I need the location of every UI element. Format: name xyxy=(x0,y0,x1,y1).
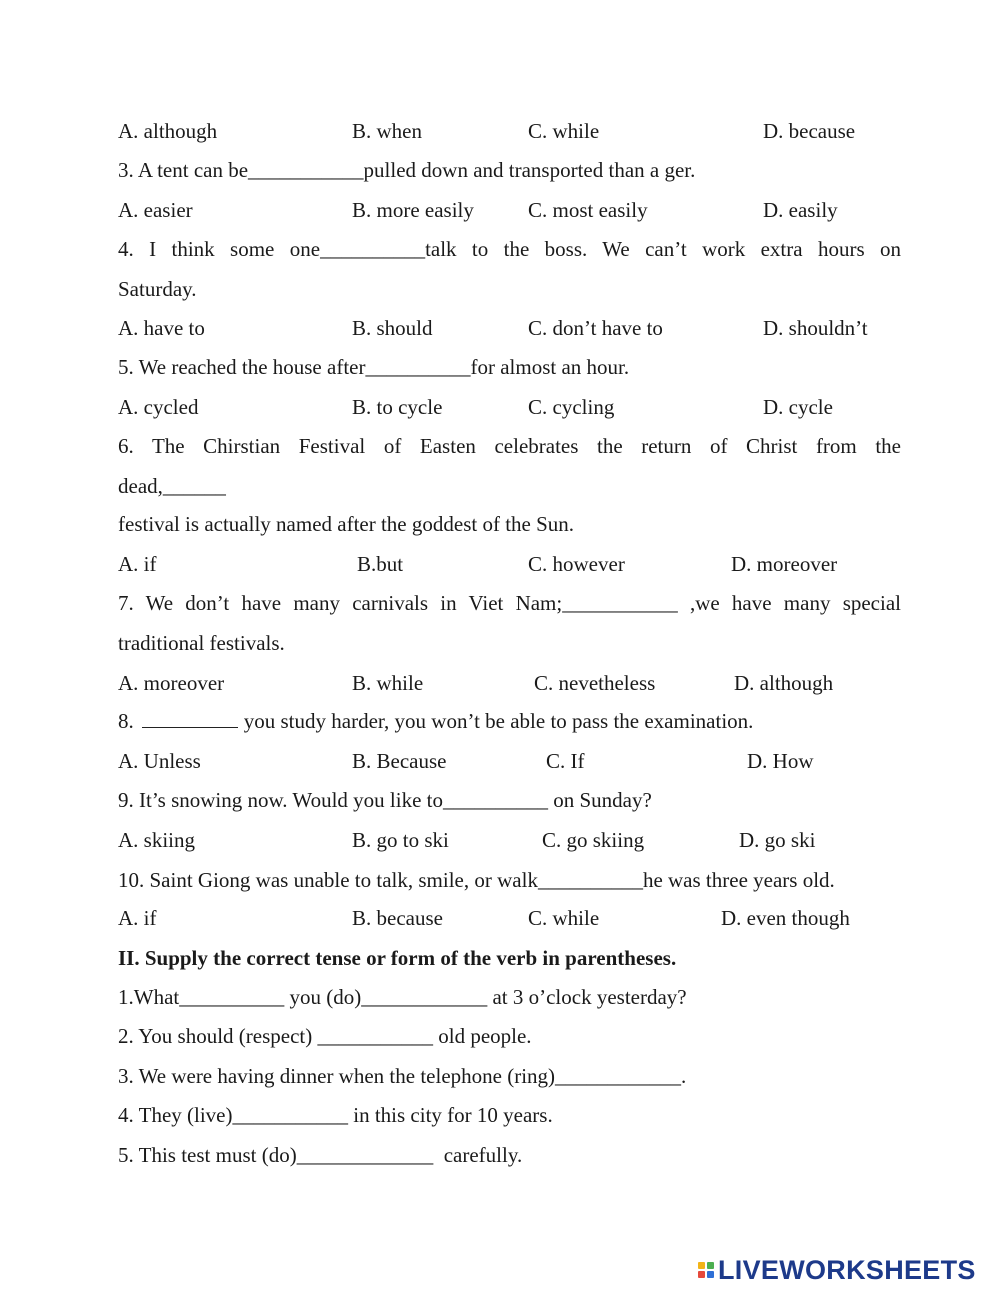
q9-option-a: A. skiing xyxy=(118,828,196,852)
q7-option-d: D. although xyxy=(734,671,834,695)
q6-option-d: D. moreover xyxy=(731,552,838,576)
q8-text xyxy=(118,708,753,734)
q5-option-b: B. to cycle xyxy=(352,395,443,419)
q8-number: 8. xyxy=(118,709,134,733)
q9-option-b: B. go to ski xyxy=(352,828,449,852)
q6-option-c: C. however xyxy=(528,552,625,576)
liveworksheets-logo-text: LIVEWORKSHEETS xyxy=(718,1255,976,1285)
logo-square-3 xyxy=(698,1271,705,1278)
q7-text-line2: traditional festivals. xyxy=(118,631,285,655)
q7-option-b: B. while xyxy=(352,671,424,695)
q8-option-c: C. If xyxy=(546,749,585,773)
q2-option-c: C. while xyxy=(528,119,600,143)
q2-option-a: A. although xyxy=(118,119,218,143)
q6-option-a: A. if xyxy=(118,552,157,576)
q9-option-c: C. go skiing xyxy=(542,828,645,852)
q3-option-d: D. easily xyxy=(763,198,838,222)
q8-blank xyxy=(142,711,238,728)
q5-text: 5. We reached the house after__________for almost an hour. xyxy=(118,355,630,379)
q8-option-a: A. Unless xyxy=(118,749,201,773)
q5-option-d: D. cycle xyxy=(763,395,833,419)
section2-item-2: 2. You should (respect) ___________ old people. xyxy=(118,1024,532,1048)
section2-item-1: 1.What__________ you (do)____________ at 3 o’clock yesterday? xyxy=(118,985,687,1009)
liveworksheets-logo xyxy=(698,1255,976,1285)
q4-text-line2: Saturday. xyxy=(118,277,197,301)
q6-text-line1: 6. The Chirstian Festival of Easten celebrates the return of Christ from the xyxy=(118,434,901,458)
q6-text-line3: festival is actually named after the goddest of the Sun. xyxy=(118,512,575,536)
q8-rest: you study harder, you won’t be able to pass the examination. xyxy=(243,709,754,733)
q4-option-d: D. shouldn’t xyxy=(763,316,868,340)
q10-option-c: C. while xyxy=(528,906,600,930)
section2-heading: II. Supply the correct tense or form of the verb in parentheses. xyxy=(118,946,677,970)
q3-option-b: B. more easily xyxy=(352,198,474,222)
logo-square-4 xyxy=(707,1271,714,1278)
logo-square-1 xyxy=(698,1262,705,1269)
q10-option-d: D. even though xyxy=(721,906,850,930)
q7-option-a: A. moreover xyxy=(118,671,225,695)
q3-option-c: C. most easily xyxy=(528,198,648,222)
q3-text: 3. A tent can be___________pulled down and transported than a ger. xyxy=(118,158,696,182)
q8-option-d: D. How xyxy=(747,749,814,773)
q10-text: 10. Saint Giong was unable to talk, smile, or walk__________he was three years old. xyxy=(118,868,835,892)
q9-text: 9. It’s snowing now. Would you like to__________ on Sunday? xyxy=(118,788,652,812)
q4-option-b: B. should xyxy=(352,316,433,340)
section2-item-4: 4. They (live)___________ in this city for 10 years. xyxy=(118,1103,553,1127)
q4-option-c: C. don’t have to xyxy=(528,316,663,340)
q4-text-line1: 4. I think some one__________talk to the boss. We can’t work extra hours on xyxy=(118,237,901,261)
q10-option-a: A. if xyxy=(118,906,157,930)
q7-option-c: C. nevetheless xyxy=(534,671,656,695)
q4-option-a: A. have to xyxy=(118,316,205,340)
q3-option-a: A. easier xyxy=(118,198,193,222)
q5-option-a: A. cycled xyxy=(118,395,199,419)
q8-option-b: B. Because xyxy=(352,749,447,773)
q10-option-b: B. because xyxy=(352,906,443,930)
section2-item-5: 5. This test must (do)_____________ carefully. xyxy=(118,1143,523,1167)
q6-text-line2: dead,______ xyxy=(118,474,226,498)
q7-text-line1: 7. We don’t have many carnivals in Viet Nam;___________ ,we have many special xyxy=(118,591,901,615)
q2-option-d: D. because xyxy=(763,119,856,143)
q9-option-d: D. go ski xyxy=(739,828,816,852)
section2-item-3: 3. We were having dinner when the telephone (ring)____________. xyxy=(118,1064,687,1088)
logo-square-2 xyxy=(707,1262,714,1269)
q5-option-c: C. cycling xyxy=(528,395,615,419)
q2-option-b: B. when xyxy=(352,119,422,143)
q6-option-b: B.but xyxy=(357,552,404,576)
liveworksheets-logo-icon xyxy=(698,1262,714,1278)
